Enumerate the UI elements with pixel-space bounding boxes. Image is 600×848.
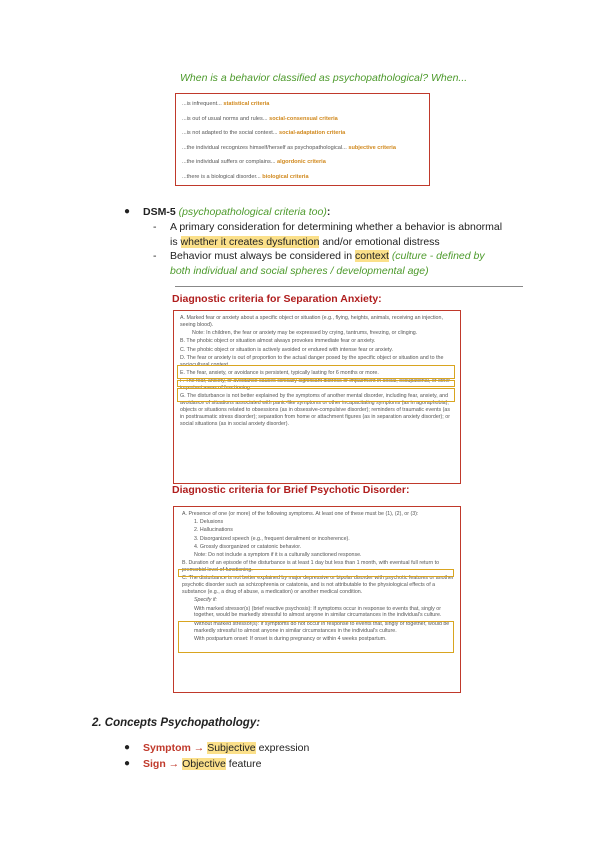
criteria-box [175, 93, 430, 186]
dsm-bullet: ● DSM-5 (psychopathological criteria too): [124, 206, 331, 218]
criterion: E. The fear, anxiety, or avoidance is persistent, typically lasting for 6 months or more. [180, 369, 379, 376]
criterion: G. The disturbance is not better explained by the symptoms of another mental disorder, including fear, anxiety, and avoidance of situations associated with panic-like symptoms or other incapacitating symptoms (as in agoraphobia); objects or situations related to obsessions (as in obsessive-compulsive disorder); reminders of traumatic events (as in posttraumatic stress disorder); separation from home or attachment figures (as in separation anxiety disorder); or social situations (as in social anxiety disorder). [180, 393, 450, 427]
criterion: F. The fear, anxiety, or avoidance causes clinically significant distress or impairment in social, occupational, or other important areas of functioning. [180, 378, 451, 391]
criterion-item: 2. Hallucinations [194, 527, 233, 534]
section-heading: 2. Concepts Psychopathology: [92, 717, 261, 729]
specify-label: Specify if: [194, 597, 217, 604]
criterion-item: 3. Disorganized speech (e.g., frequent derailment or incoherence). [194, 535, 350, 542]
criterion-item: 1. Delusions [194, 519, 224, 526]
bullet-dot-icon: ● [124, 206, 131, 217]
highlight-box [177, 388, 455, 402]
criterion: C. The disturbance is not better explained by major depressive or bipolar disorder with psychotic features or another psychotic disorder such as schizophrenia or catatonia, and is not attributable to the physiological effects of a substance (e.g., a drug of abuse, a medication) or another medical condition. [182, 575, 454, 596]
criterion: B. The phobic object or situation almost always provokes immediate fear or anxiety. [180, 338, 376, 345]
criterion-note: Note: Do not include a symptom if it is a culturally sanctioned response. [194, 552, 362, 559]
highlight-box [177, 380, 455, 387]
criteria-line: ...is not adapted to the social context... social-adaptation criteria [182, 130, 346, 137]
psychotic-criteria-box [173, 506, 461, 693]
psychotic-heading: Diagnostic criteria for Brief Psychotic Disorder: [172, 484, 410, 496]
question-text: When is a behavior classified as psychopathological? When... [180, 72, 468, 84]
specifier: With marked stressor(s) (brief reactive psychosis): If symptoms occur in response to events that, singly or together, would be markedly stressful to almost anyone in similar circumstances in the individual's culture. [194, 605, 442, 619]
criterion: B. Duration of an episode of the disturbance is at least 1 day but less than 1 month, with eventual full return to premorbid level of functioning. [182, 560, 440, 574]
criteria-line: ...the individual suffers or complains... algordonic criteria [182, 159, 326, 166]
highlight-box [177, 365, 455, 379]
criteria-line: ...there is a biological disorder... biological criteria [182, 173, 309, 180]
highlight-box [178, 621, 454, 653]
criterion: A. Presence of one (or more) of the following symptoms. At least one of these must be (1), (2), or (3): [182, 511, 419, 517]
criterion: D. The fear or anxiety is out of proportion to the actual danger posed by the specific object or situation and to the sociocultural context. [180, 354, 444, 368]
highlight-box [178, 569, 454, 577]
concept-item: ● Sign → Objective feature [124, 758, 262, 770]
criteria-line: ...is infrequent... statistical criteria [182, 101, 270, 107]
bullet-dot-icon: ● [124, 742, 131, 753]
criterion-item: 4. Grossly disorganized or catatonic behavior. [194, 543, 302, 550]
specifier: With postpartum onset: If onset is during pregnancy or within 4 weeks postpartum. [194, 635, 387, 642]
criterion: C. The phobic object or situation is actively avoided or endured with intense fear or anxiety. [180, 346, 393, 353]
divider [175, 286, 523, 287]
criterion-note: Note: In children, the fear or anxiety may be expressed by crying, tantrums, freezing, or clinging. [192, 330, 418, 337]
concept-item: ● Symptom → Subjective expression [124, 742, 310, 754]
dsm-sub-2: - Behavior must always be considered in context (culture - defined by both individual and social spheres / developmental age) [153, 250, 485, 277]
dsm-sub-1: - A primary consideration for determining whether a behavior is abnormal is whether it creates dysfunction and/or emotional distress [153, 221, 503, 248]
criterion: A. Marked fear or anxiety about a specific object or situation (e.g., flying, heights, animals, receiving an injection, seeing blood). [180, 315, 443, 328]
specifier: Without marked stressor(s): If symptoms do not occur in response to events that, singly or together, would be markedly stressful to almost anyone in similar circumstances in the individual's culture. [194, 620, 450, 634]
separation-criteria-box [173, 310, 461, 484]
criteria-line: ...the individual recognizes himself/herself as psychopathological... subjective criteria [182, 144, 396, 151]
separation-heading: Diagnostic criteria for Separation Anxiety: [172, 293, 382, 305]
bullet-dot-icon: ● [124, 758, 131, 769]
criteria-line: ...is out of usual norms and rules... social-consensual criteria [182, 115, 338, 122]
